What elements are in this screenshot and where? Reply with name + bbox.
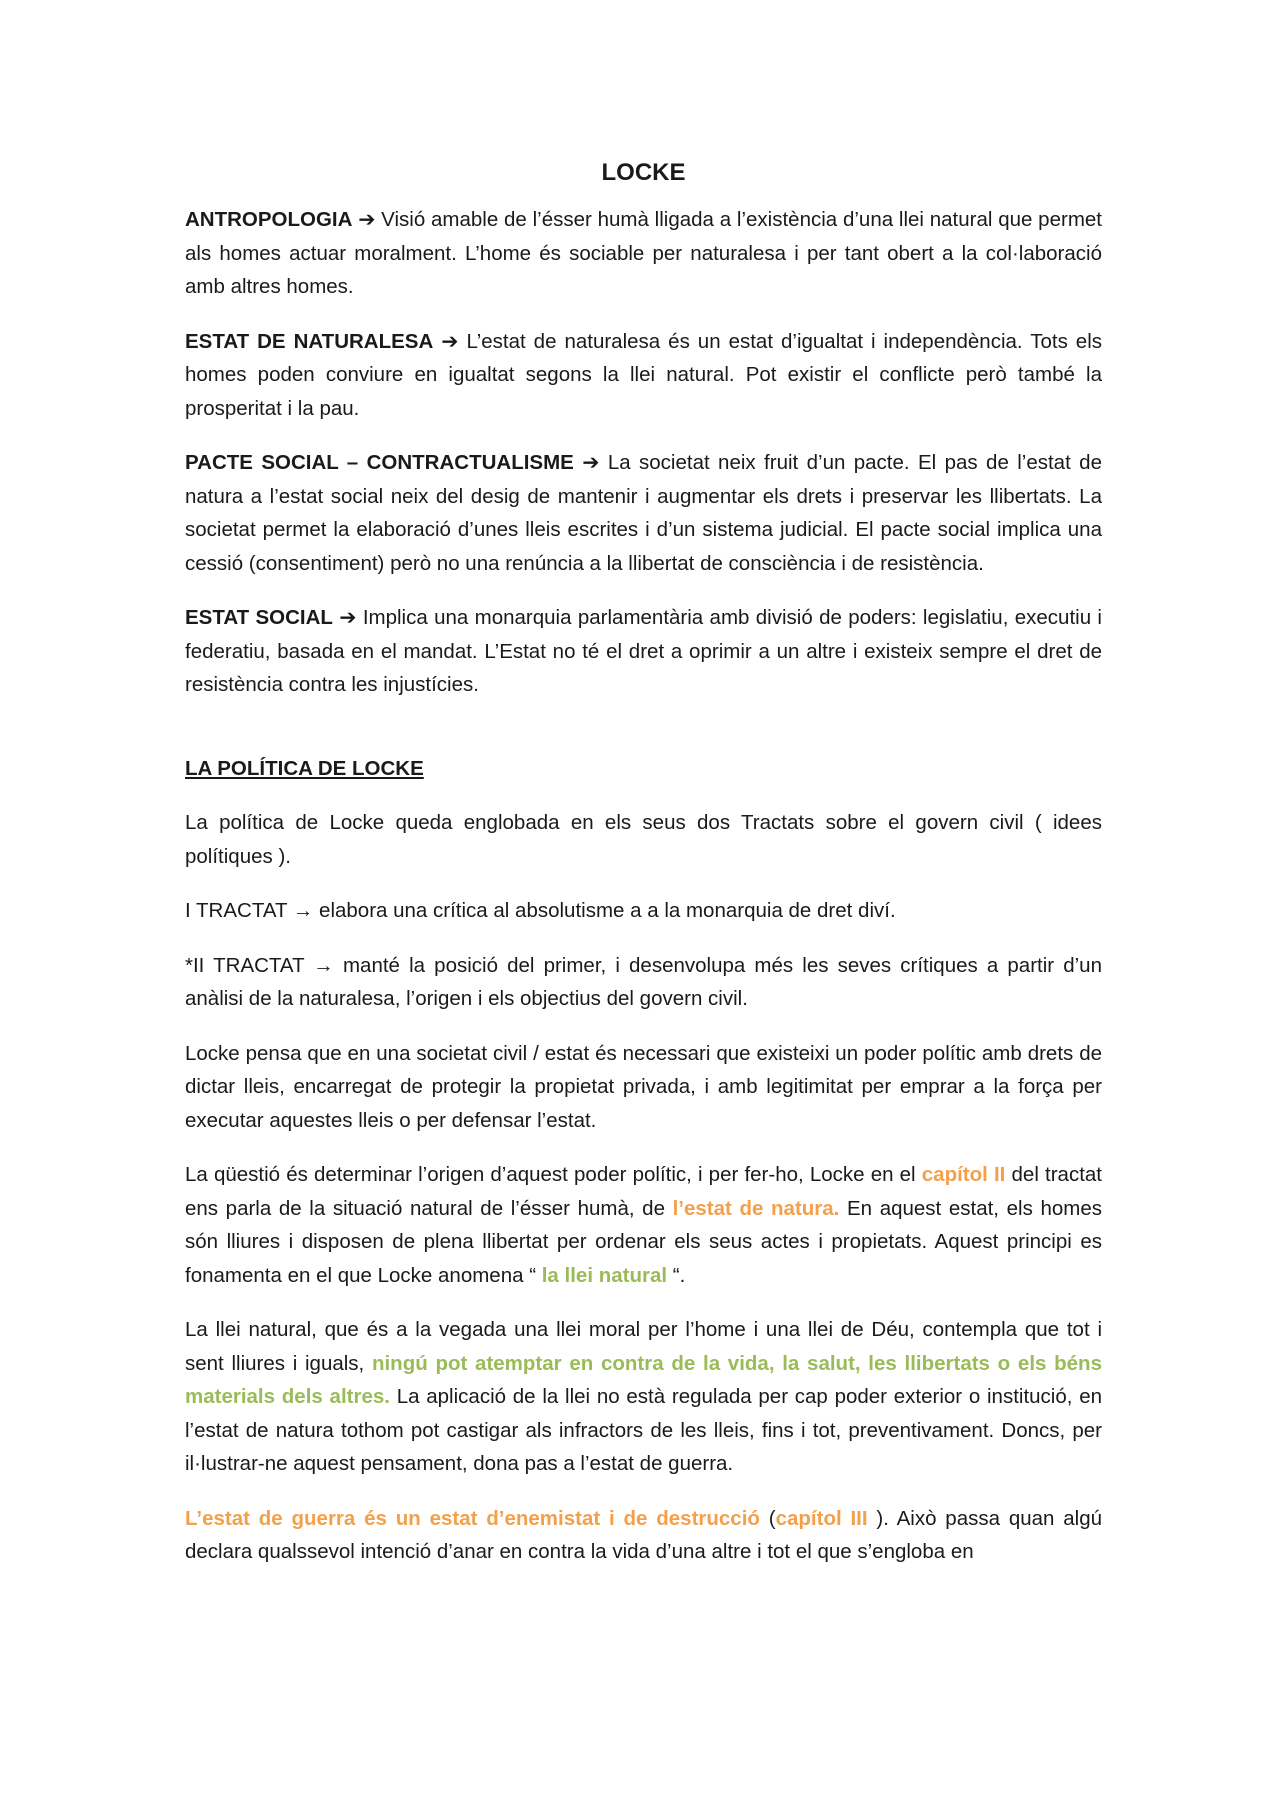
right-arrow-icon: ➔ — [339, 606, 357, 629]
label-pacte-social: PACTE SOCIAL – CONTRACTUALISME — [185, 451, 574, 474]
paragraph-politica-intro: La política de Locke queda englobada en els seus dos Tractats sobre el govern civil ( idees polítiques ). — [185, 811, 1102, 868]
paragraph-poder-politic: Locke pensa que en una societat civil / estat és necessari que existeixi un poder polític amb drets de dictar lleis, encarregat de protegir la propietat privada, i amb legitimitat per emprar a la força per executar aquestes lleis o per defensar l’estat. — [185, 1041, 1102, 1132]
highlight-capitol-iii: capítol III — [775, 1506, 868, 1530]
right-arrow-icon: ➔ — [441, 329, 459, 353]
paragraph-estat-guerra — [185, 1502, 1102, 1569]
highlight-llei-natural: la llei natural — [541, 1263, 668, 1287]
section-heading-politica: LA POLÍTICA DE LOCKE — [185, 756, 424, 780]
label-tractat-1: I TRACTAT — [185, 899, 288, 922]
text-span: La llei natural, que és a la vegada una llei moral per l’home i una llei de Déu, contempla que tot i sent lliures i iguals, — [185, 1318, 1102, 1375]
text-span: En aquest estat, els homes són lliures i disposen de plena llibertat per ordenar els seus actes i propietats. Aquest principi es fonamenta en el que Locke anomena “ — [185, 1196, 1102, 1287]
text-span: La qüestió és determinar l’origen d’aquest poder polític, i per fer-ho, Locke en el — [185, 1163, 916, 1186]
highlight-capitol-ii: capítol II — [921, 1163, 1006, 1186]
text-estat-social: Implica una monarquia parlamentària amb divisió de poders: legislatiu, executiu i federatiu, basada en el mandat. L’Estat no té el dret a oprimir a un altre i existeix sempre el dret de resistència contra les injustícies. — [185, 606, 1102, 696]
paragraph-tractat-1 — [185, 894, 1102, 928]
paragraph-origen-poder — [185, 1158, 1102, 1292]
text-antropologia: Visió amable de l’ésser humà lligada a l’existència d’una llei natural que permet als homes actuar moralment. L’home és sociable per naturalesa i per tant obert a la col·laboració amb altres homes. — [185, 208, 1102, 298]
text-tractat-2: manté la posició del primer, i desenvolupa més les seves crítiques a partir d’un anàlisi de la naturalesa, l’origen i els objectius del govern civil. — [185, 953, 1102, 1010]
highlight-estat-natura: l’estat de natura. — [672, 1196, 840, 1220]
paragraph-estat-naturalesa — [185, 325, 1102, 426]
label-estat-social: ESTAT SOCIAL — [185, 606, 333, 629]
right-arrow-icon: → — [292, 899, 314, 922]
right-arrow-icon: ➔ — [358, 208, 376, 231]
text-span: Això passa quan algú declara qualssevol intenció d’anar en contra la vida d’una altre i tot el que s’engloba en — [185, 1506, 1103, 1563]
label-antropologia: ANTROPOLOGIA — [185, 208, 353, 231]
paragraph-llei-natural — [185, 1313, 1102, 1481]
text-estat-naturalesa: L’estat de naturalesa és un estat d’igualtat i independència. Tots els homes poden conviure en igualtat segons la llei natural. Pot existir el conflicte però també la prosperitat i la pau. — [185, 329, 1102, 420]
paragraph-tractat-2 — [185, 949, 1102, 1016]
document-body — [185, 155, 1102, 1590]
text-span: ). — [876, 1506, 889, 1530]
paragraph-antropologia — [185, 203, 1102, 304]
highlight-estat-guerra: L’estat de guerra és un estat d’enemistat i de destrucció — [185, 1506, 760, 1530]
paragraph-pacte-social — [185, 446, 1102, 580]
text-span: La aplicació de la llei no està regulada per cap poder exterior o institució, en l’estat de natura tothom pot castigar als infractors de les lleis, fins i tot, preventivament. Doncs, per il·lustrar-ne aquest pensament, dona pas a l’estat de guerra. — [185, 1385, 1103, 1475]
text-span: del tractat ens parla de la situació natural de l’ésser humà, de — [185, 1163, 1102, 1220]
paragraph-estat-social — [185, 601, 1102, 702]
right-arrow-icon: → — [313, 953, 334, 977]
label-estat-naturalesa: ESTAT DE NATURALESA — [185, 329, 434, 353]
highlight-ningu-pot: ningú pot atemptar en contra de la vida, la salut, les llibertats o els béns materials dels altres. — [185, 1351, 1102, 1408]
text-pacte-social: La societat neix fruit d’un pacte. El pas de l’estat de natura a l’estat social neix del desig de mantenir i augmentar els drets i preservar les llibertats. La societat permet la elaboració d’unes lleis escrites i d’un sistema judicial. El pacte social implica una cessió (consentiment) però no una renúncia a la llibertat de consciència i de resistència. — [185, 451, 1102, 575]
page-title: LOCKE — [601, 159, 686, 186]
right-arrow-icon: ➔ — [582, 451, 600, 474]
text-tractat-1: elabora una crítica al absolutisme a a la monarquia de dret diví. — [319, 899, 896, 922]
text-span: ( — [768, 1506, 776, 1530]
text-span: “. — [672, 1263, 686, 1287]
label-tractat-2: *II TRACTAT — [185, 953, 305, 977]
